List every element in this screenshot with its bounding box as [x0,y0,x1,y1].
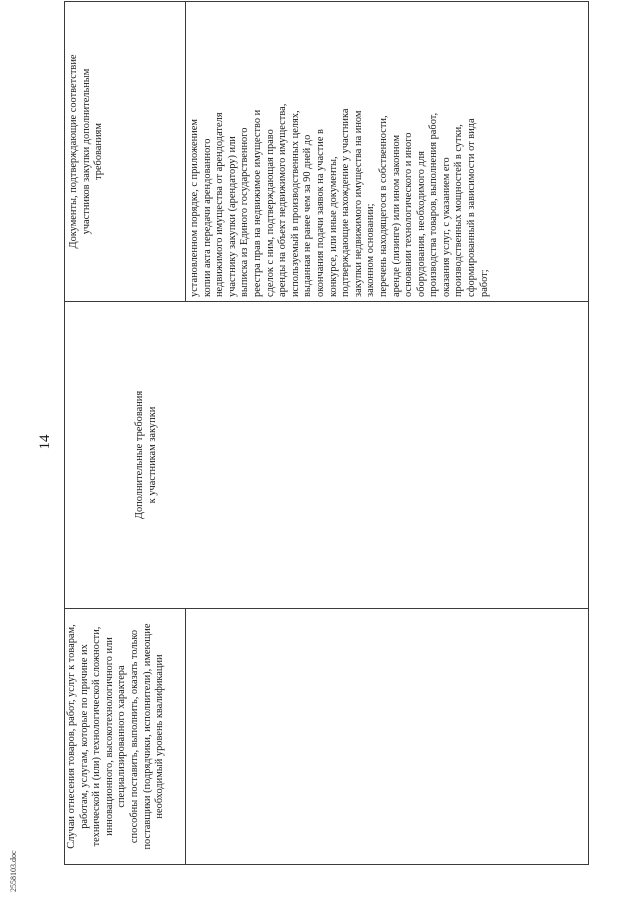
header-cell-documents [65,2,186,302]
text-line: недвижимого имущества от арендодателя [214,112,226,297]
text-line: оказания услуг, с указанием его [440,157,452,297]
text-line: законном основании; [365,203,377,297]
text-line: производства товаров, выполнения работ, [428,112,440,297]
text-line: Документы, подтверждающие соответствие [68,54,79,249]
text-line: закупки недвижимого имущества на ином [352,110,364,297]
text-line: участников закупки дополнительным [80,68,92,235]
document-filename-text: 2558103.doc [9,850,18,892]
text-line: Дополнительные требования [134,390,145,520]
text-line: Случаи отнесения товаров, работ, услуг к товарам, [66,624,77,849]
text-line: способны поставить, выполнить, оказать только [128,629,140,844]
page-number: 14 [37,434,53,450]
text-line: установленном порядке, с приложением [189,119,200,297]
text-line: работ; [478,269,490,297]
header-cell-additional-requirements [65,302,589,609]
body-cell-cases-empty [186,609,589,865]
text-line: к участникам закупки [146,406,158,504]
rotated-document-sheet [35,7,605,877]
body-cell-documents-text [186,2,589,302]
cases-lines [66,613,167,860]
documents-lines [66,6,106,297]
documents-body-lines [187,6,491,297]
text-line: конкурсе, или иные документы, [327,156,339,297]
filename-footer [3,850,33,892]
text-line: перечень находящегося в собственности, [377,115,389,297]
text-line: используемый в производственных целях, [289,110,301,297]
requirements-table [64,1,589,865]
header-cell-cases [65,609,186,865]
text-line: участнику закупки (арендатору) или [226,136,238,297]
text-line: технической и (или) технологической сложности, [91,626,103,847]
text-line: сформированный в зависимости от вида [466,118,478,297]
text-line: оборудования, необходимого для [415,151,427,297]
text-line: реестра прав на недвижимое имущество и [251,109,263,297]
text-line: поставщики (подрядчики, исполнители), имеющие [141,623,153,850]
text-line: подтверждающие нахождение у участника [340,108,352,297]
text-line: необходимый уровень квалификации [154,654,166,819]
text-line: работам, услугам, которые по причине их [78,644,90,829]
text-line: выданная не ранее чем за 90 дней до [302,134,314,297]
text-line: специализированного характера [116,665,128,808]
text-line: аренды на объект недвижимого имущества, [277,103,289,297]
text-line: производственных мощностей в сутки, [453,124,465,297]
text-line: аренде (лизинге) или ином законном [390,134,402,297]
text-line: основании технологического и иного [403,132,415,297]
text-line: сделок с ним, подтверждающая право [264,129,276,297]
table-row [65,2,186,865]
additional-requirements-lines [66,306,159,604]
text-line: выписка из Единого государственного [239,127,251,297]
text-line: копии акта передачи арендованного [201,138,213,297]
text-line: окончания подачи заявок на участие в [314,129,326,297]
text-line: требованиям [93,123,105,180]
text-line: инновационного, высокотехнологичного или [103,637,115,836]
